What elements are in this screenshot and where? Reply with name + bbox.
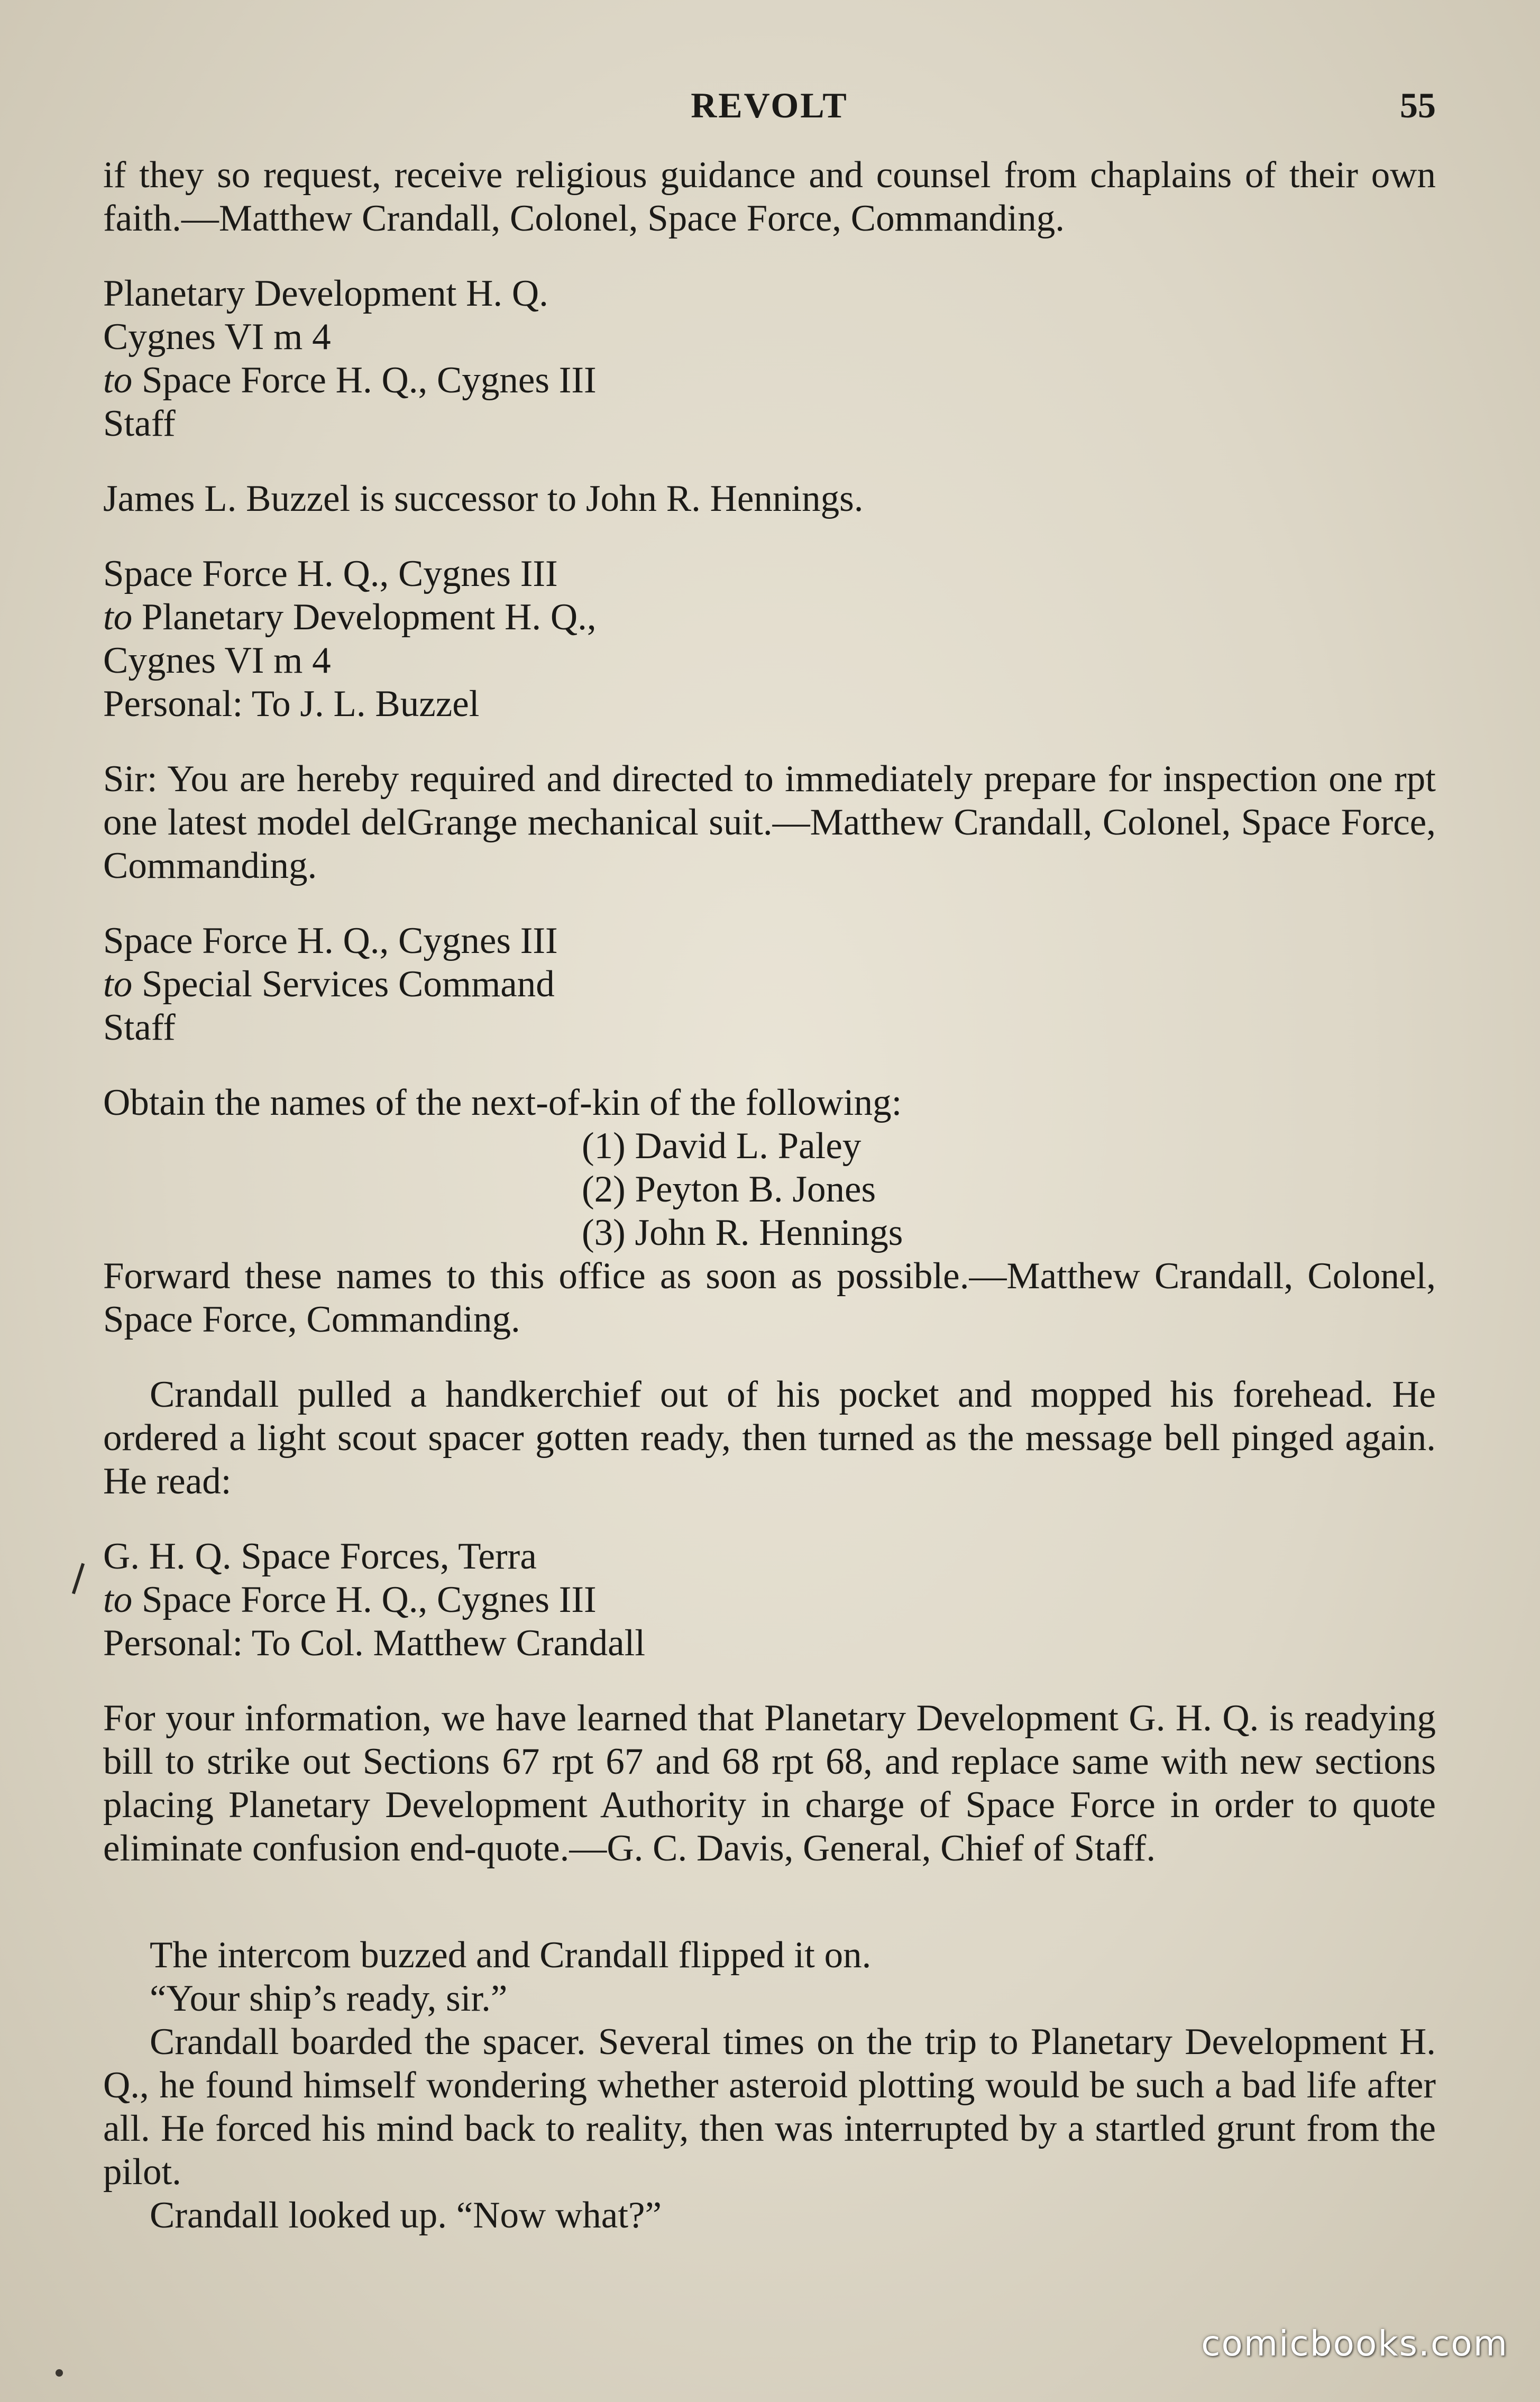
header-line-to (103, 1578, 1436, 1621)
header-line-from: Planetary Development H. Q. (103, 273, 548, 314)
order-intro: Obtain the names of the next-of-kin of the following: (103, 1082, 902, 1123)
paragraph-now-what: Crandall looked up. “Now what?” (150, 2195, 662, 2236)
page-number: 55 (1400, 85, 1436, 125)
site-watermark: comicbooks.com (1201, 2323, 1508, 2364)
paragraph-successor: James L. Buzzel is successor to John R. Hennings. (103, 478, 864, 519)
to-word: to (103, 964, 133, 1005)
message-header-planetary (103, 272, 1436, 445)
header-line-from: Space Force H. Q., Cygnes III (103, 553, 558, 594)
page-body (103, 153, 1436, 2237)
header-line-personal: Personal: To J. L. Buzzel (103, 683, 480, 725)
message-header-spaceforce-1 (103, 552, 1436, 726)
margin-pencil-mark (72, 1563, 85, 1594)
to-recipient: Space Force H. Q., Cygnes III (132, 1579, 597, 1620)
to-recipient: Special Services Command (132, 964, 555, 1005)
paragraph-boarded: Crandall boarded the spacer. Several times on the trip to Planetary Development H. Q., he found himself wondering whether asteroid plotting would be such a bad life after all. He forced his mind back to reality, then was interrupted by a startled grunt from the pilot. (103, 2021, 1436, 2193)
page-header (103, 85, 1436, 137)
to-word: to (103, 1579, 133, 1620)
list-item: (1) David L. Paley (582, 1125, 861, 1167)
to-word: to (103, 597, 133, 638)
header-line-to (103, 962, 1436, 1006)
section-spacer (103, 1902, 1436, 1933)
header-line-staff: Staff (103, 403, 176, 444)
header-line-location: Cygnes VI m 4 (103, 316, 331, 357)
paragraph-handkerchief: Crandall pulled a handkerchief out of his pocket and mopped his forehead. He ordered a light scout spacer gotten ready, then turned as the message bell pinged again. He read: (103, 1374, 1436, 1502)
header-line-from: Space Force H. Q., Cygnes III (103, 920, 558, 961)
paragraph-inspection-order: Sir: You are hereby required and directed to immediately prepare for inspection one rpt one latest model delGrange mechanical suit.—Matthew Crandall, Colonel, Space Force, Commanding. (103, 758, 1436, 886)
header-line-personal: Personal: To Col. Matthew Crandall (103, 1622, 646, 1664)
message-header-ghq (103, 1535, 1436, 1665)
to-word: to (103, 360, 133, 401)
order-outro: Forward these names to this office as soon as possible.—Matthew Crandall, Colonel, Space Force, Commanding. (103, 1255, 1436, 1340)
paragraph-chaplain-order: if they so request, receive religious guidance and counsel from chaplains of their own faith.—Matthew Crandall, Colonel, Space Force, Commanding. (103, 154, 1436, 239)
to-recipient: Planetary Development H. Q., (132, 597, 597, 638)
name-list (103, 1124, 1436, 1254)
header-line-to (103, 595, 1436, 639)
header-line-to (103, 359, 1436, 402)
header-line-location: Cygnes VI m 4 (103, 640, 331, 681)
paragraph-ship-ready: “Your ship’s ready, sir.” (150, 1978, 508, 2019)
page-edge-speck (56, 2369, 63, 2377)
header-line-staff: Staff (103, 1007, 176, 1048)
to-recipient: Space Force H. Q., Cygnes III (132, 360, 597, 401)
message-header-spaceforce-2 (103, 919, 1436, 1049)
list-item: (3) John R. Hennings (582, 1212, 903, 1253)
next-of-kin-order (103, 1081, 1436, 1341)
running-title: REVOLT (691, 85, 848, 125)
list-item: (2) Peyton B. Jones (582, 1169, 876, 1210)
header-line-from: G. H. Q. Space Forces, Terra (103, 1536, 537, 1577)
paragraph-intercom: The intercom buzzed and Crandall flipped it on. (150, 1935, 872, 1976)
paragraph-planetary-bill: For your information, we have learned that Planetary Development G. H. Q. is readying bill to strike out Sections 67 rpt 67 and 68 rpt 68, and replace same with new sections placing Planetary Development Authority in charge of Space Force in order to quote eliminate confusion end-quote.—G. C. Davis, General, Chief of Staff. (103, 1698, 1436, 1869)
